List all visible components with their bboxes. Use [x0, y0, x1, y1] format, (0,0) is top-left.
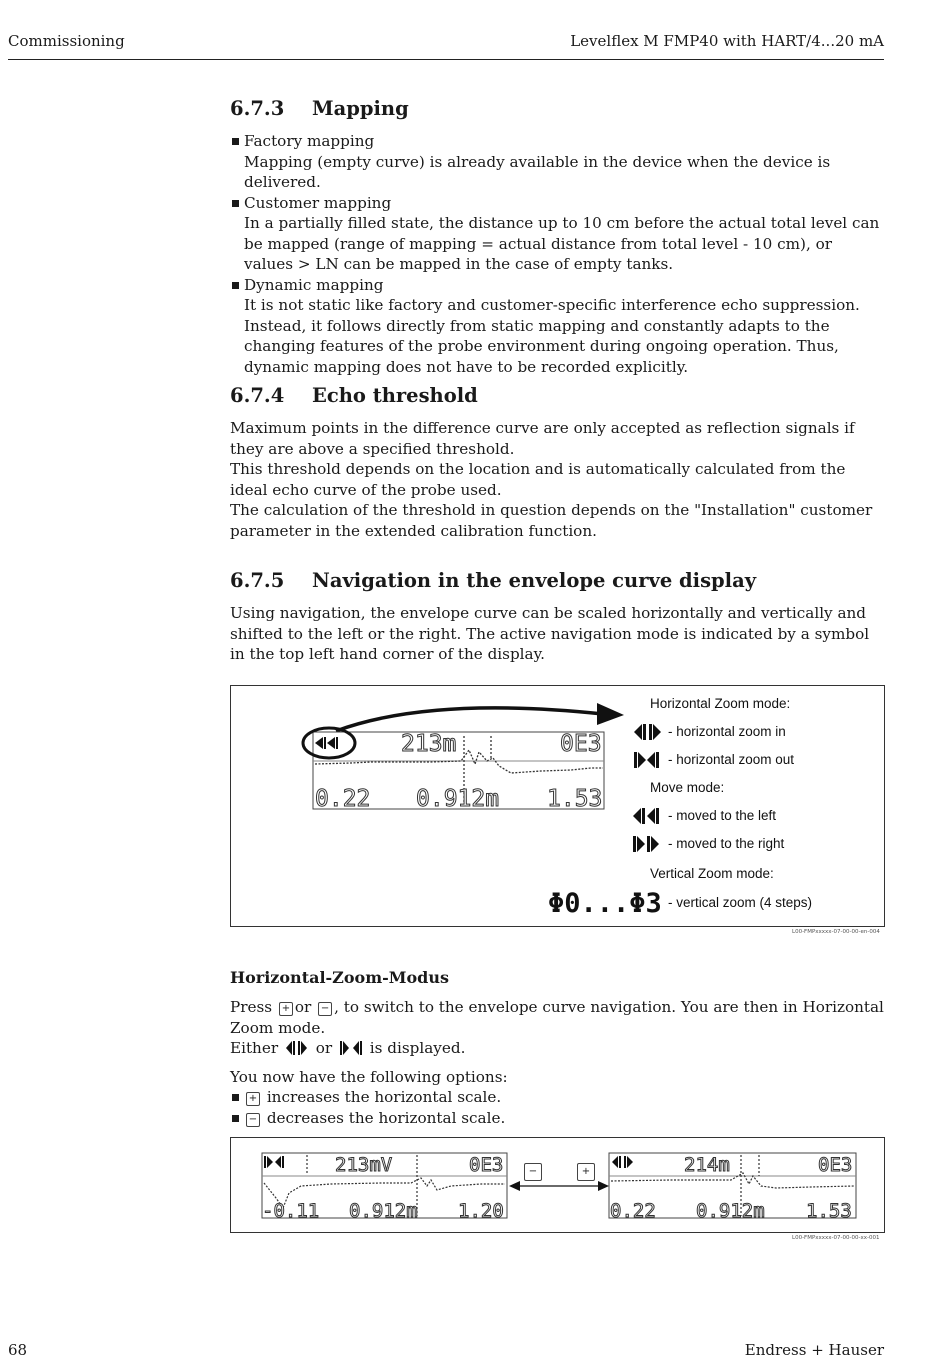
- list-item: [230, 1087, 885, 1108]
- lcd-value: 214m: [684, 1154, 730, 1176]
- minus-key-icon: −: [246, 1113, 260, 1127]
- legend-vz-text: - vertical zoom (4 steps): [668, 895, 813, 910]
- lcd-x-left: 0.22: [610, 1200, 656, 1222]
- section-title: Mapping: [312, 97, 409, 120]
- text-run: is displayed.: [369, 1039, 466, 1057]
- legend-move-title: Move mode:: [650, 780, 725, 795]
- item-description: It is not static like factory and customer-specific interference echo suppression. Instead, it follows directly from static mapping and constantly adapts to the changing features of the probe environment during ongoing operation. Thus, dynamic mapping does not have to be recorded explicitly.: [244, 296, 860, 376]
- option-text: increases the horizontal scale.: [266, 1088, 502, 1106]
- bullet-icon: [232, 138, 239, 145]
- paragraph: This threshold depends on the location and is automatically calculated from the ideal echo curve of the probe used.: [230, 460, 846, 499]
- section-number: 6.7.4: [230, 384, 285, 407]
- list-item: [230, 131, 885, 193]
- option-text: decreases the horizontal scale.: [266, 1108, 506, 1127]
- text-run: Press: [230, 998, 273, 1016]
- running-header-left: Commissioning: [8, 32, 125, 50]
- mapping-list: [230, 131, 885, 377]
- legend-move-left: - moved to the left: [668, 808, 777, 823]
- lcd-exponent: 0E3: [818, 1154, 853, 1176]
- heading-6-7-5: [230, 569, 756, 592]
- hzm-line-1: [230, 997, 885, 1038]
- lcd-x-right: 1.53: [547, 786, 603, 812]
- lcd-value: 213m: [401, 731, 457, 757]
- list-item: [230, 193, 885, 275]
- hzm-line-2: [230, 1038, 885, 1059]
- minus-key-icon: −: [524, 1163, 542, 1181]
- bullet-icon: [232, 1115, 239, 1122]
- plus-key-icon: +: [246, 1092, 260, 1106]
- text-run: or: [315, 1039, 333, 1057]
- hzm-options: [230, 1087, 885, 1128]
- legend-hz-title: Horizontal Zoom mode:: [650, 696, 791, 711]
- text-run: or: [294, 998, 312, 1016]
- lcd-x-left: 0.22: [315, 786, 371, 812]
- section-title: Echo threshold: [312, 384, 478, 407]
- footer-brand: Endress + Hauser: [744, 1341, 884, 1359]
- lcd-x-mid: 0.912m: [696, 1200, 765, 1222]
- lcd-display: [231, 686, 884, 926]
- zoom-comparison-displays: [231, 1138, 884, 1232]
- figure-id: L00-FMPxxxxx-07-00-00-en-004: [792, 929, 880, 935]
- page-number: 68: [8, 1341, 28, 1359]
- paragraph: The calculation of the threshold in question depends on the "Installation" customer parameter in the extended calibration function.: [230, 501, 873, 540]
- lcd-exponent: 0E3: [560, 731, 602, 757]
- list-item: [230, 1108, 885, 1129]
- lcd-x-right: 1.20: [458, 1200, 504, 1222]
- lcd-value: 213mV: [335, 1154, 393, 1176]
- legend-move-right: - moved to the right: [668, 836, 785, 851]
- lcd-exponent: 0E3: [469, 1154, 504, 1176]
- hzm-options-intro: You now have the following options:: [230, 1067, 508, 1086]
- section-title: Navigation in the envelope curve display: [312, 569, 757, 592]
- zoom-in-icon: [286, 1041, 308, 1055]
- item-label: Customer mapping: [244, 193, 392, 212]
- move-left-icon: [633, 808, 659, 824]
- text-run: , to switch to the envelope curve navigation. You are then in Horizontal Zoom mode.: [230, 998, 884, 1037]
- running-header-right: Levelflex M FMP40 with HART/4...20 mA: [570, 32, 884, 50]
- vertical-zoom-glyphs: Φ0...Φ3: [548, 888, 662, 919]
- bullet-icon: [232, 1094, 239, 1101]
- echo-threshold-text: [230, 418, 885, 541]
- paragraph: Using navigation, the envelope curve can be scaled horizontally and vertically and shifted to the left or the right. The active navigation mode is indicated by a symbol in the top left hand corner of the display.: [230, 604, 870, 663]
- figure-id: L00-FMPxxxxx-07-00-00-xx-001: [792, 1235, 880, 1241]
- move-right-icon: [633, 836, 659, 852]
- zoom-out-icon: [634, 752, 659, 768]
- heading-6-7-3: [230, 97, 409, 120]
- navigation-text: [230, 603, 885, 665]
- legend-hz-out: - horizontal zoom out: [668, 752, 795, 767]
- zoom-in-icon: [634, 724, 661, 740]
- text-run: Either: [230, 1039, 279, 1057]
- envelope-navigation-figure: [230, 685, 885, 927]
- section-number: 6.7.5: [230, 569, 285, 592]
- subheading-horizontal-zoom: Horizontal-Zoom-Modus: [230, 968, 449, 987]
- item-label: Dynamic mapping: [244, 275, 384, 294]
- minus-key-icon: −: [318, 1002, 332, 1016]
- lcd-x-mid: 0.912m: [416, 786, 500, 812]
- bullet-icon: [232, 200, 239, 207]
- zoom-out-icon: [340, 1041, 362, 1055]
- section-number: 6.7.3: [230, 97, 285, 120]
- lcd-x-right: 1.53: [806, 1200, 852, 1222]
- legend-hz-in: - horizontal zoom in: [668, 724, 786, 739]
- heading-6-7-4: [230, 384, 478, 407]
- item-description: In a partially filled state, the distance up to 10 cm before the actual total level can be mapped (range of mapping = actual distance from total level - 10 cm), or values > LN can be mapped in the case of empty tanks.: [244, 214, 880, 273]
- legend-vz-title: Vertical Zoom mode:: [650, 866, 774, 881]
- horizontal-zoom-figure: [230, 1137, 885, 1233]
- hzm-text: [230, 997, 885, 1128]
- bullet-icon: [232, 282, 239, 289]
- item-label: Factory mapping: [244, 132, 375, 150]
- plus-key-icon: +: [279, 1002, 293, 1016]
- paragraph: Maximum points in the difference curve are only accepted as reflection signals if they are above a specified threshold.: [230, 419, 855, 458]
- plus-key-icon: +: [577, 1163, 595, 1181]
- header-rule: [8, 59, 884, 60]
- item-description: Mapping (empty curve) is already available in the device when the device is delivered.: [244, 152, 831, 191]
- list-item: [230, 275, 885, 378]
- lcd-x-mid: 0.912m: [349, 1200, 418, 1222]
- lcd-x-left: -0.11: [262, 1200, 320, 1222]
